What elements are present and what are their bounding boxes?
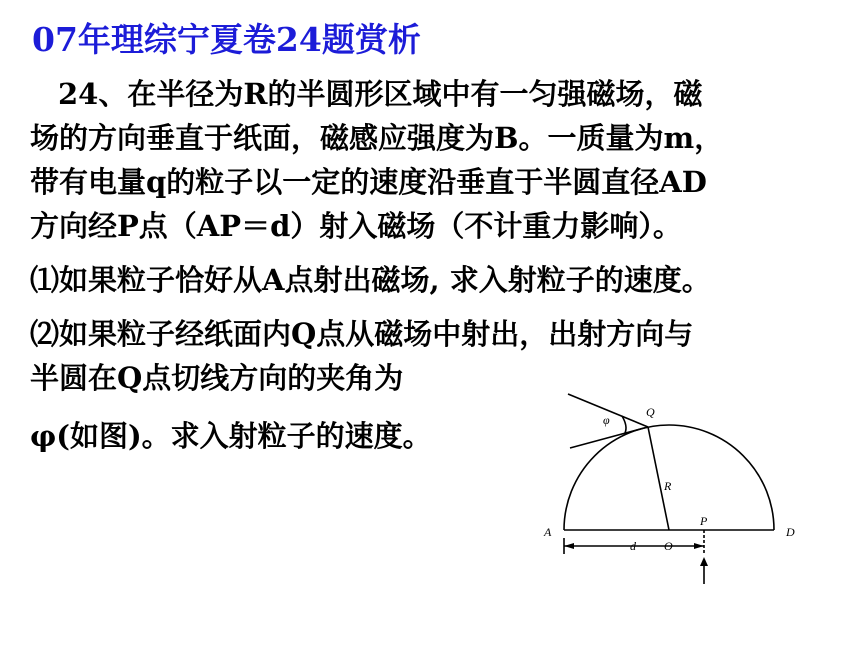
label-r: R — [664, 479, 672, 493]
page-title: 07年理综宁夏卷24题赏析 — [32, 20, 421, 59]
label-phi: φ — [603, 413, 610, 427]
label-o: O — [664, 539, 673, 553]
label-d-length: d — [630, 539, 636, 553]
exit-direction-line — [570, 427, 648, 448]
phi-angle-arc — [622, 416, 626, 433]
question-2-line-1: ⑵如果粒子经纸面内Q点从磁场中射出，出射方向与 — [30, 317, 694, 351]
problem-line-1: 24、在半径为R的半圆形区域中有一匀强磁场，磁 — [58, 77, 703, 111]
problem-line-4: 方向经P点（AP＝d）射入磁场（不计重力影响）。 — [30, 209, 682, 243]
label-q: Q — [646, 405, 655, 419]
problem-line-3: 带有电量q的粒子以一定的速度沿垂直于半圆直径AD — [30, 165, 707, 199]
label-a: A — [544, 525, 552, 539]
entry-arrowhead — [700, 557, 708, 566]
label-p: P — [700, 514, 708, 528]
label-d: D — [786, 525, 795, 539]
question-1-line: ⑴如果粒子恰好从A点射出磁场, 求入射粒子的速度。 — [30, 263, 711, 297]
problem-line-2: 场的方向垂直于纸面，磁感应强度为B。一质量为m， — [30, 121, 724, 155]
d-arrowhead-right — [694, 543, 704, 549]
semicircle-diagram — [528, 378, 828, 588]
d-arrowhead-left — [564, 543, 574, 549]
question-2-line-3: φ(如图)。求入射粒子的速度。 — [30, 419, 432, 453]
question-2-line-2: 半圆在Q点切线方向的夹角为 — [30, 361, 404, 395]
